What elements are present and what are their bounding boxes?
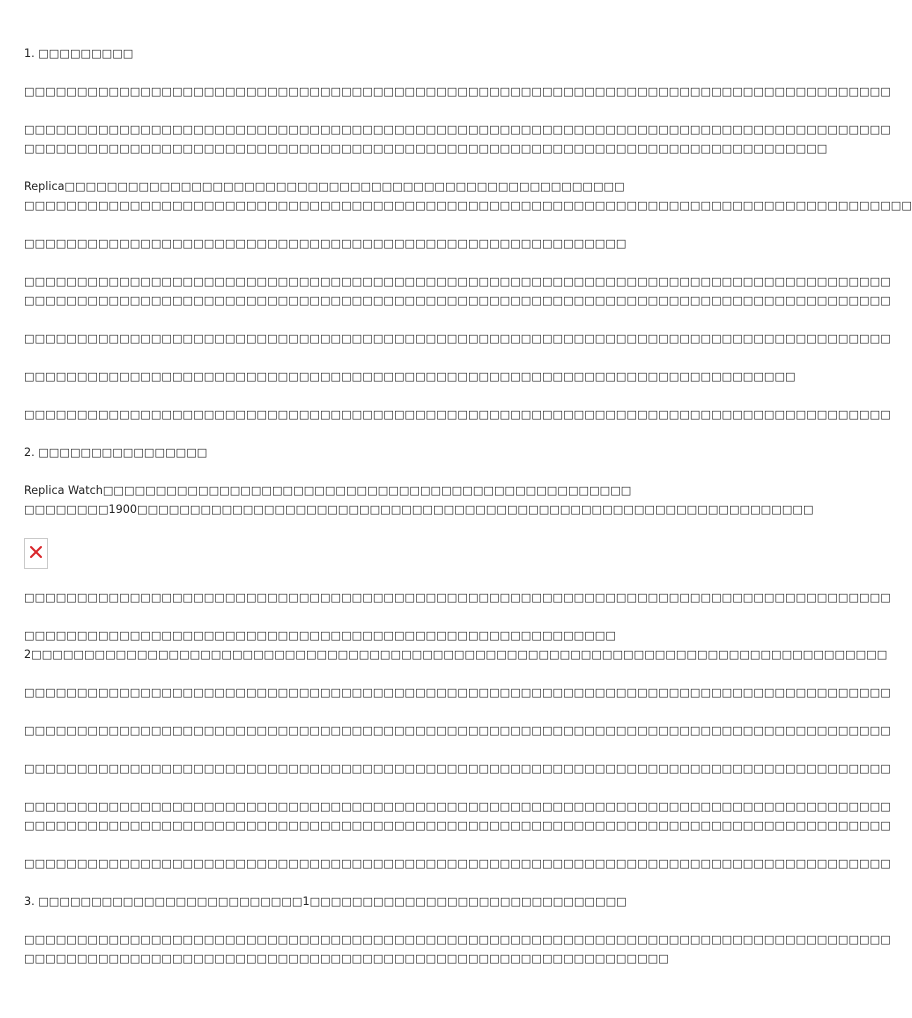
paragraph-line: □□□□□□□□□□□□□□□□□□□□□□□□□□□□□□□□□□□□□□□□□□□□□□□□□□□□□□□□□□□□□□□□□□□□□□□□□□□□□□□□□□ — [24, 332, 891, 345]
paragraph — [24, 367, 796, 386]
paragraph-line: □□□□□□□□□□□□□□□□□□□□□□□□□□□□□□□□□□□□□□□□□□□□□□□□□□□□□□□□□□□□□□□□□□□□□□□□□□□□□□□□□□ — [24, 123, 891, 136]
paragraph — [24, 797, 891, 835]
paragraph-line: □□□□□□□□□□□□□□□□□□□□□□□□□□□□□□□□□□□□□□□□□□□□□□□□□□□□□□□□□□□□□□□□□□□□□□□□□□□□ — [24, 142, 828, 155]
paragraph — [24, 588, 891, 607]
paragraph — [24, 272, 891, 310]
paragraph-line: □□□□□□□□□□□□□□□□□□□□□□□□□□□□□□□□□□□□□□□□□□□□□□□□□□□□□□□□□□□□□□□□□□□□□□□□□□□□□□□□□□ — [24, 686, 891, 699]
paragraph-line: □□□□□□□□□□□□□□□□□□□□□□□□□□□□□□□□□□□□□□□□□□□□□□□□□□□□□□□□ — [24, 629, 616, 642]
section-heading — [24, 892, 696, 911]
section-heading — [24, 44, 696, 63]
paragraph-line: □□□□□□□□□□□□□□□□□□□□□□□□□□□□□□□□□□□□□□□□□□□□□□□□□□□□□□□□□ — [24, 237, 627, 250]
paragraph — [24, 177, 912, 215]
paragraph-line: □□□□□□□□□□□□□□□□□□□□□□□□□□□□□□□□□□□□□□□□□□□□□□□□□□□□□□□□□□□□□□□□□□□□□□□□□□□□□□□□□□ — [24, 800, 891, 813]
paragraph — [24, 930, 891, 968]
paragraph-line: □□□□□□□□□□□□□□□□□□□□□□□□□□□□□□□□□□□□□□□□□□□□□□□□□□□□□□□□□□□□□□□□□□□□□□□□□□□□□□□□□□ — [24, 275, 891, 288]
paragraph — [24, 626, 888, 664]
paragraph-line: 1. □□□□□□□□□ — [24, 47, 134, 60]
paragraph — [24, 405, 891, 424]
paragraph-line: □□□□□□□□□□□□□□□□□□□□□□□□□□□□□□□□□□□□□□□□□□□□□□□□□□□□□□□□□□□□□ — [24, 952, 669, 965]
paragraph-line: □□□□□□□□□□□□□□□□□□□□□□□□□□□□□□□□□□□□□□□□□□□□□□□□□□□□□□□□□□□□□□□□□□□□□□□□□□□□□□□□□□ — [24, 591, 891, 604]
paragraph-line: □□□□□□□□□□□□□□□□□□□□□□□□□□□□□□□□□□□□□□□□□□□□□□□□□□□□□□□□□□□□□□□□□□□□□□□□□□□□□□□□□□□□ — [24, 199, 912, 212]
paragraph — [24, 481, 814, 519]
paragraph — [24, 329, 891, 348]
paragraph-line: □□□□□□□□□□□□□□□□□□□□□□□□□□□□□□□□□□□□□□□□□□□□□□□□□□□□□□□□□□□□□□□□□□□□□□□□□□□□□□□□□□ — [24, 933, 891, 946]
paragraph — [24, 854, 891, 873]
paragraph — [24, 721, 891, 740]
paragraph-line: Replica Watch□□□□□□□□□□□□□□□□□□□□□□□□□□□□□□□□□□□□□□□□□□□□□□□□□□ — [24, 484, 632, 497]
section-heading — [24, 443, 696, 462]
broken-image-icon — [24, 538, 48, 569]
paragraph-line: □□□□□□□□□□□□□□□□□□□□□□□□□□□□□□□□□□□□□□□□□□□□□□□□□□□□□□□□□□□□□□□□□□□□□□□□□□□□□□□□□□ — [24, 762, 891, 775]
paragraph — [24, 82, 891, 101]
close-x-icon — [29, 545, 43, 559]
paragraph-line: Replica□□□□□□□□□□□□□□□□□□□□□□□□□□□□□□□□□□□□□□□□□□□□□□□□□□□□□ — [24, 180, 625, 193]
article-body — [24, 44, 912, 987]
paragraph-line: □□□□□□□□□□□□□□□□□□□□□□□□□□□□□□□□□□□□□□□□□□□□□□□□□□□□□□□□□□□□□□□□□□□□□□□□□□□□□□□□□□ — [24, 857, 891, 870]
paragraph — [24, 683, 891, 702]
paragraph-line: 2□□□□□□□□□□□□□□□□□□□□□□□□□□□□□□□□□□□□□□□□□□□□□□□□□□□□□□□□□□□□□□□□□□□□□□□□□□□□□□□□□ — [24, 648, 888, 661]
paragraph-line: 2. □□□□□□□□□□□□□□□□ — [24, 446, 208, 459]
paragraph-line: □□□□□□□□1900□□□□□□□□□□□□□□□□□□□□□□□□□□□□□□□□□□□□□□□□□□□□□□□□□□□□□□□□□□□□□□□□ — [24, 503, 814, 516]
paragraph — [24, 234, 696, 253]
paragraph-line: □□□□□□□□□□□□□□□□□□□□□□□□□□□□□□□□□□□□□□□□□□□□□□□□□□□□□□□□□□□□□□□□□□□□□□□□□□□□□□□□□□ — [24, 85, 891, 98]
paragraph-line: □□□□□□□□□□□□□□□□□□□□□□□□□□□□□□□□□□□□□□□□□□□□□□□□□□□□□□□□□□□□□□□□□□□□□□□□□□□□□□□□□□ — [24, 408, 891, 421]
paragraph-line: □□□□□□□□□□□□□□□□□□□□□□□□□□□□□□□□□□□□□□□□□□□□□□□□□□□□□□□□□□□□□□□□□□□□□□□□□ — [24, 370, 796, 383]
paragraph-line: □□□□□□□□□□□□□□□□□□□□□□□□□□□□□□□□□□□□□□□□□□□□□□□□□□□□□□□□□□□□□□□□□□□□□□□□□□□□□□□□□□ — [24, 294, 891, 307]
paragraph-line: □□□□□□□□□□□□□□□□□□□□□□□□□□□□□□□□□□□□□□□□□□□□□□□□□□□□□□□□□□□□□□□□□□□□□□□□□□□□□□□□□□ — [24, 724, 891, 737]
paragraph — [24, 120, 891, 158]
paragraph — [24, 759, 891, 778]
paragraph-line: 3. □□□□□□□□□□□□□□□□□□□□□□□□□1□□□□□□□□□□□□□□□□□□□□□□□□□□□□□□ — [24, 895, 627, 908]
paragraph-line: □□□□□□□□□□□□□□□□□□□□□□□□□□□□□□□□□□□□□□□□□□□□□□□□□□□□□□□□□□□□□□□□□□□□□□□□□□□□□□□□□□ — [24, 819, 891, 832]
